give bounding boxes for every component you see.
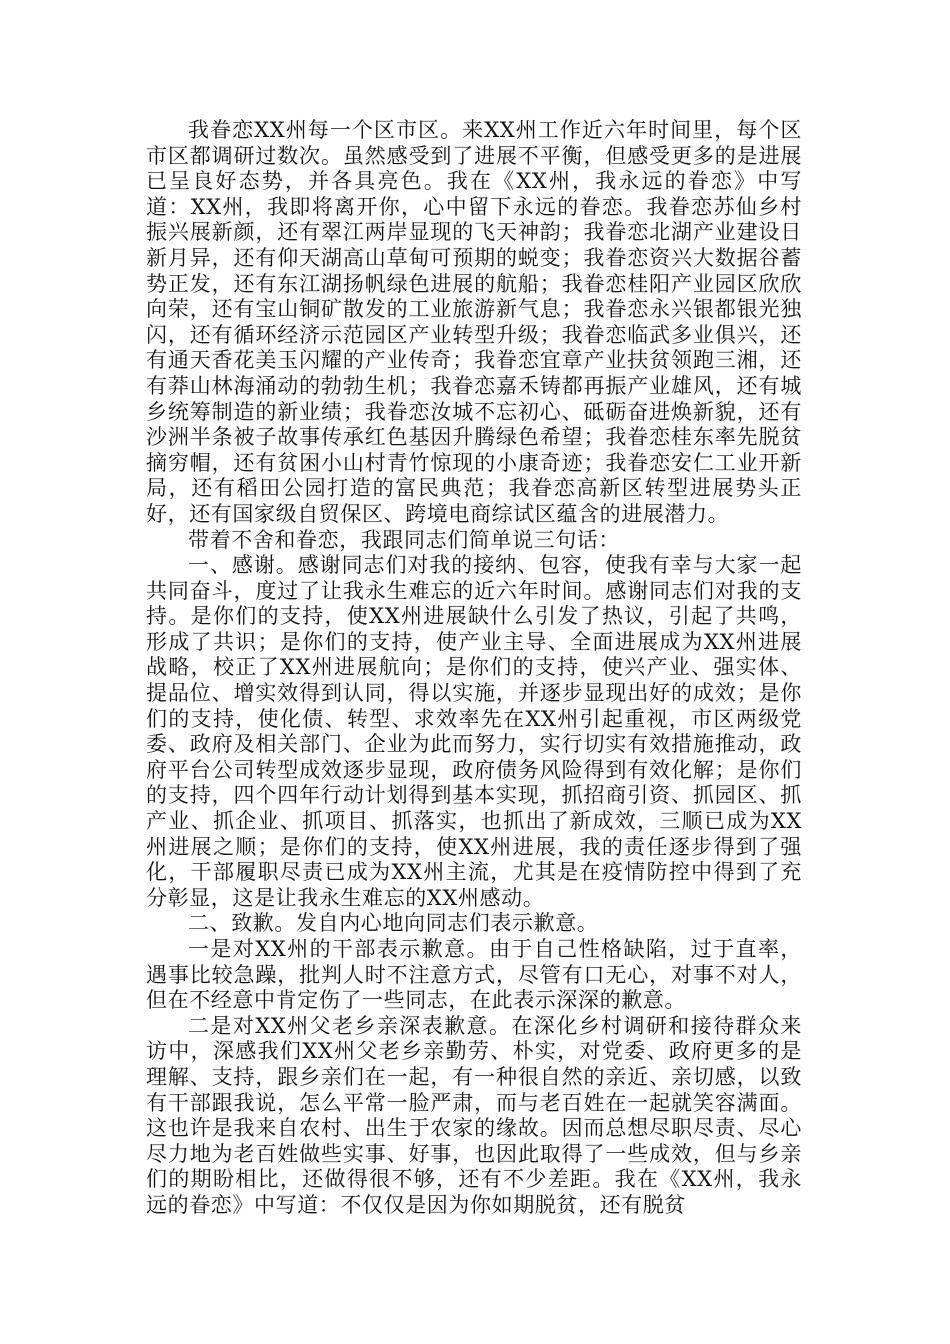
paragraph-2: 带着不舍和眷恋，我跟同志们简单说三句话： (188, 527, 620, 552)
paragraph-6: 二是对XX州父老乡亲深表歉意。在深化乡村调研和接待群众来访中，深感我们XX州父老乡亲勤劳、朴实，对党委、政府更多的是理解、支持，跟乡亲们在一起，有一种很自然的亲近、亲切感，以致有干部跟我说，怎么平常一脸严肃，而与老百姓在一起就笑容满面。这也许是我来自农村、出生于农家的缘故。因而总想尽职尽责、尽心尽力地为老百姓做些实事、好事，也因此取得了一些成效，但与乡亲们的期盼相比，还做得很不够，还有不少差距。我在《XX州，我永远的眷恋》中写道：不仅仅是因为你如期脱贫，还有脱贫 (146, 1013, 802, 1217)
document-body (146, 118, 802, 1219)
paragraph-4: 二、致歉。发自内心地向同志们表示歉意。 (188, 911, 599, 936)
paragraph-1: 我眷恋XX州每一个区市区。来XX州工作近六年时间里，每个区市区都调研过数次。虽然感受到了进展不平衡，但感受更多的是进展已呈良好态势，并各具亮色。我在《XX州，我永远的眷恋》中写道：XX州，我即将离开你，心中留下永远的眷恋。我眷恋苏仙乡村振兴展新颜，还有翠江两岸显现的飞天神韵；我眷恋北湖产业建设日新月异，还有仰天湖高山草甸可预期的蜕变；我眷恋资兴大数据谷蓄势正发，还有东江湖扬帆绿色进展的航船；我眷恋桂阳产业园区欣欣向荣，还有宝山铜矿散发的工业旅游新气息；我眷恋永兴银都银光独闪，还有循环经济示范园区产业转型升级；我眷恋临武多业俱兴，还有通天香花美玉闪耀的产业传奇；我眷恋宜章产业扶贫领跑三湘，还有莽山林海涌动的勃勃生机；我眷恋嘉禾铸都再振产业雄风，还有城乡统筹制造的新业绩；我眷恋汝城不忘初心、砥砺奋进焕新貌，还有沙洲半条被子故事传承红色基因升腾绿色希望；我眷恋桂东率先脱贫摘穷帽，还有贫困小山村青竹惊现的小康奇迹；我眷恋安仁工业开新局，还有稻田公园打造的富民典范；我眷恋高新区转型进展势头正好，还有国家级自贸保区、跨境电商综试区蕴含的进展潜力。 (146, 118, 802, 526)
paragraph-5: 一是对XX州的干部表示歉意。由于自己性格缺陷，过于直率，遇事比较急躁，批判人时不注意方式，尽管有口无心，对事不对人，但在不经意中肯定伤了一些同志，在此表示深深的歉意。 (146, 937, 802, 1013)
paragraph-3: 一、感谢。感谢同志们对我的接纳、包容，使我有幸与大家一起共同奋斗，度过了让我永生难忘的近六年时间。感谢同志们对我的支持。是你们的支持，使XX州进展缺什么引发了热议，引起了共鸣，形成了共识；是你们的支持，使产业主导、全面进展成为XX州进展战略，校正了XX州进展航向；是你们的支持，使兴产业、强实体、提品位、增实效得到认同，得以实施，并逐步显现出好的成效；是你们的支持，使化债、转型、求效率先在XX州引起重视，市区两级党委、政府及相关部门、企业为此而努力，实行切实有效措施推动，政府平台公司转型成效逐步显现，政府债务风险得到有效化解；是你们的支持，四个四年行动计划得到基本实现，抓招商引资、抓园区、抓产业、抓企业、抓项目、抓落实，也抓出了新成效，三顺已成为XX州进展之顺；是你们的支持，使XX州进展，我的责任逐步得到了强化，干部履职尽责已成为XX州主流，尤其是在疫情防控中得到了充分彰显，这是让我永生难忘的XX州感动。 (146, 553, 802, 910)
